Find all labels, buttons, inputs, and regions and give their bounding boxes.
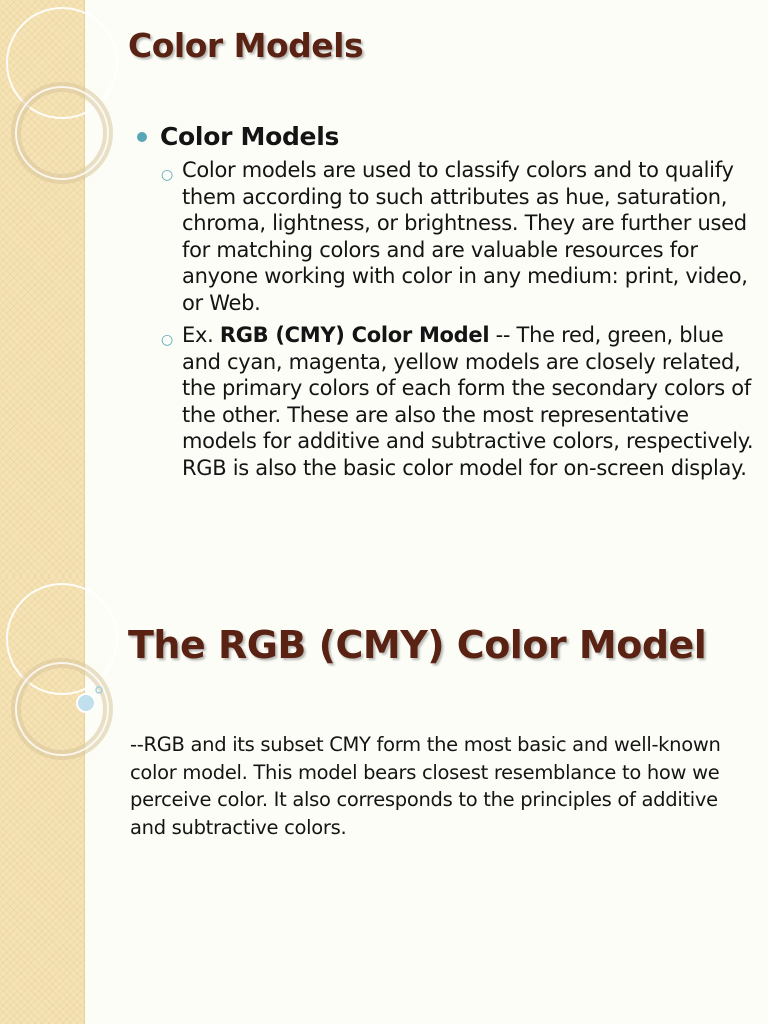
slide-rgb-model xyxy=(0,576,768,1024)
sub-list-item xyxy=(160,157,754,316)
bullet-heading: Color Models xyxy=(160,122,340,151)
sub-list-item xyxy=(160,322,754,481)
slide-title: Color Models xyxy=(128,26,364,65)
round-bullet-icon xyxy=(137,132,147,142)
sub-item-prefix: Ex. xyxy=(182,323,220,347)
list-item xyxy=(134,121,754,481)
sub-bullet-list xyxy=(160,157,754,481)
decorative-rings xyxy=(0,576,140,796)
sub-item-text: Color models are used to classify colors and to qualify them according to such attributes as hue, saturation, chroma, lightness, or brightness. They are further used for matching colors and are valuable resources for anyone working with color in any medium: print, video, or Web. xyxy=(182,158,748,315)
hollow-circle-bullet-icon: ○ xyxy=(161,332,173,348)
bullet-list xyxy=(134,121,754,487)
sub-item-text: -- The red, green, blue and cyan, magenta, yellow models are closely related, the primary colors of each form the secondary colors of the other. These are also the most representative models for additive and subtractive colors, respectively. RGB is also the basic color model for on-screen display. xyxy=(182,323,754,480)
slide-body-text: --RGB and its subset CMY form the most basic and well-known color model. This model bears closest resemblance to how we perceive color. It also corresponds to the principles of additive and subtractive colors. xyxy=(130,733,721,839)
decorative-rings xyxy=(0,0,140,200)
slide-title: The RGB (CMY) Color Model xyxy=(128,623,707,667)
sub-item-bold: RGB (CMY) Color Model xyxy=(219,323,490,347)
hollow-circle-bullet-icon: ○ xyxy=(161,167,173,183)
